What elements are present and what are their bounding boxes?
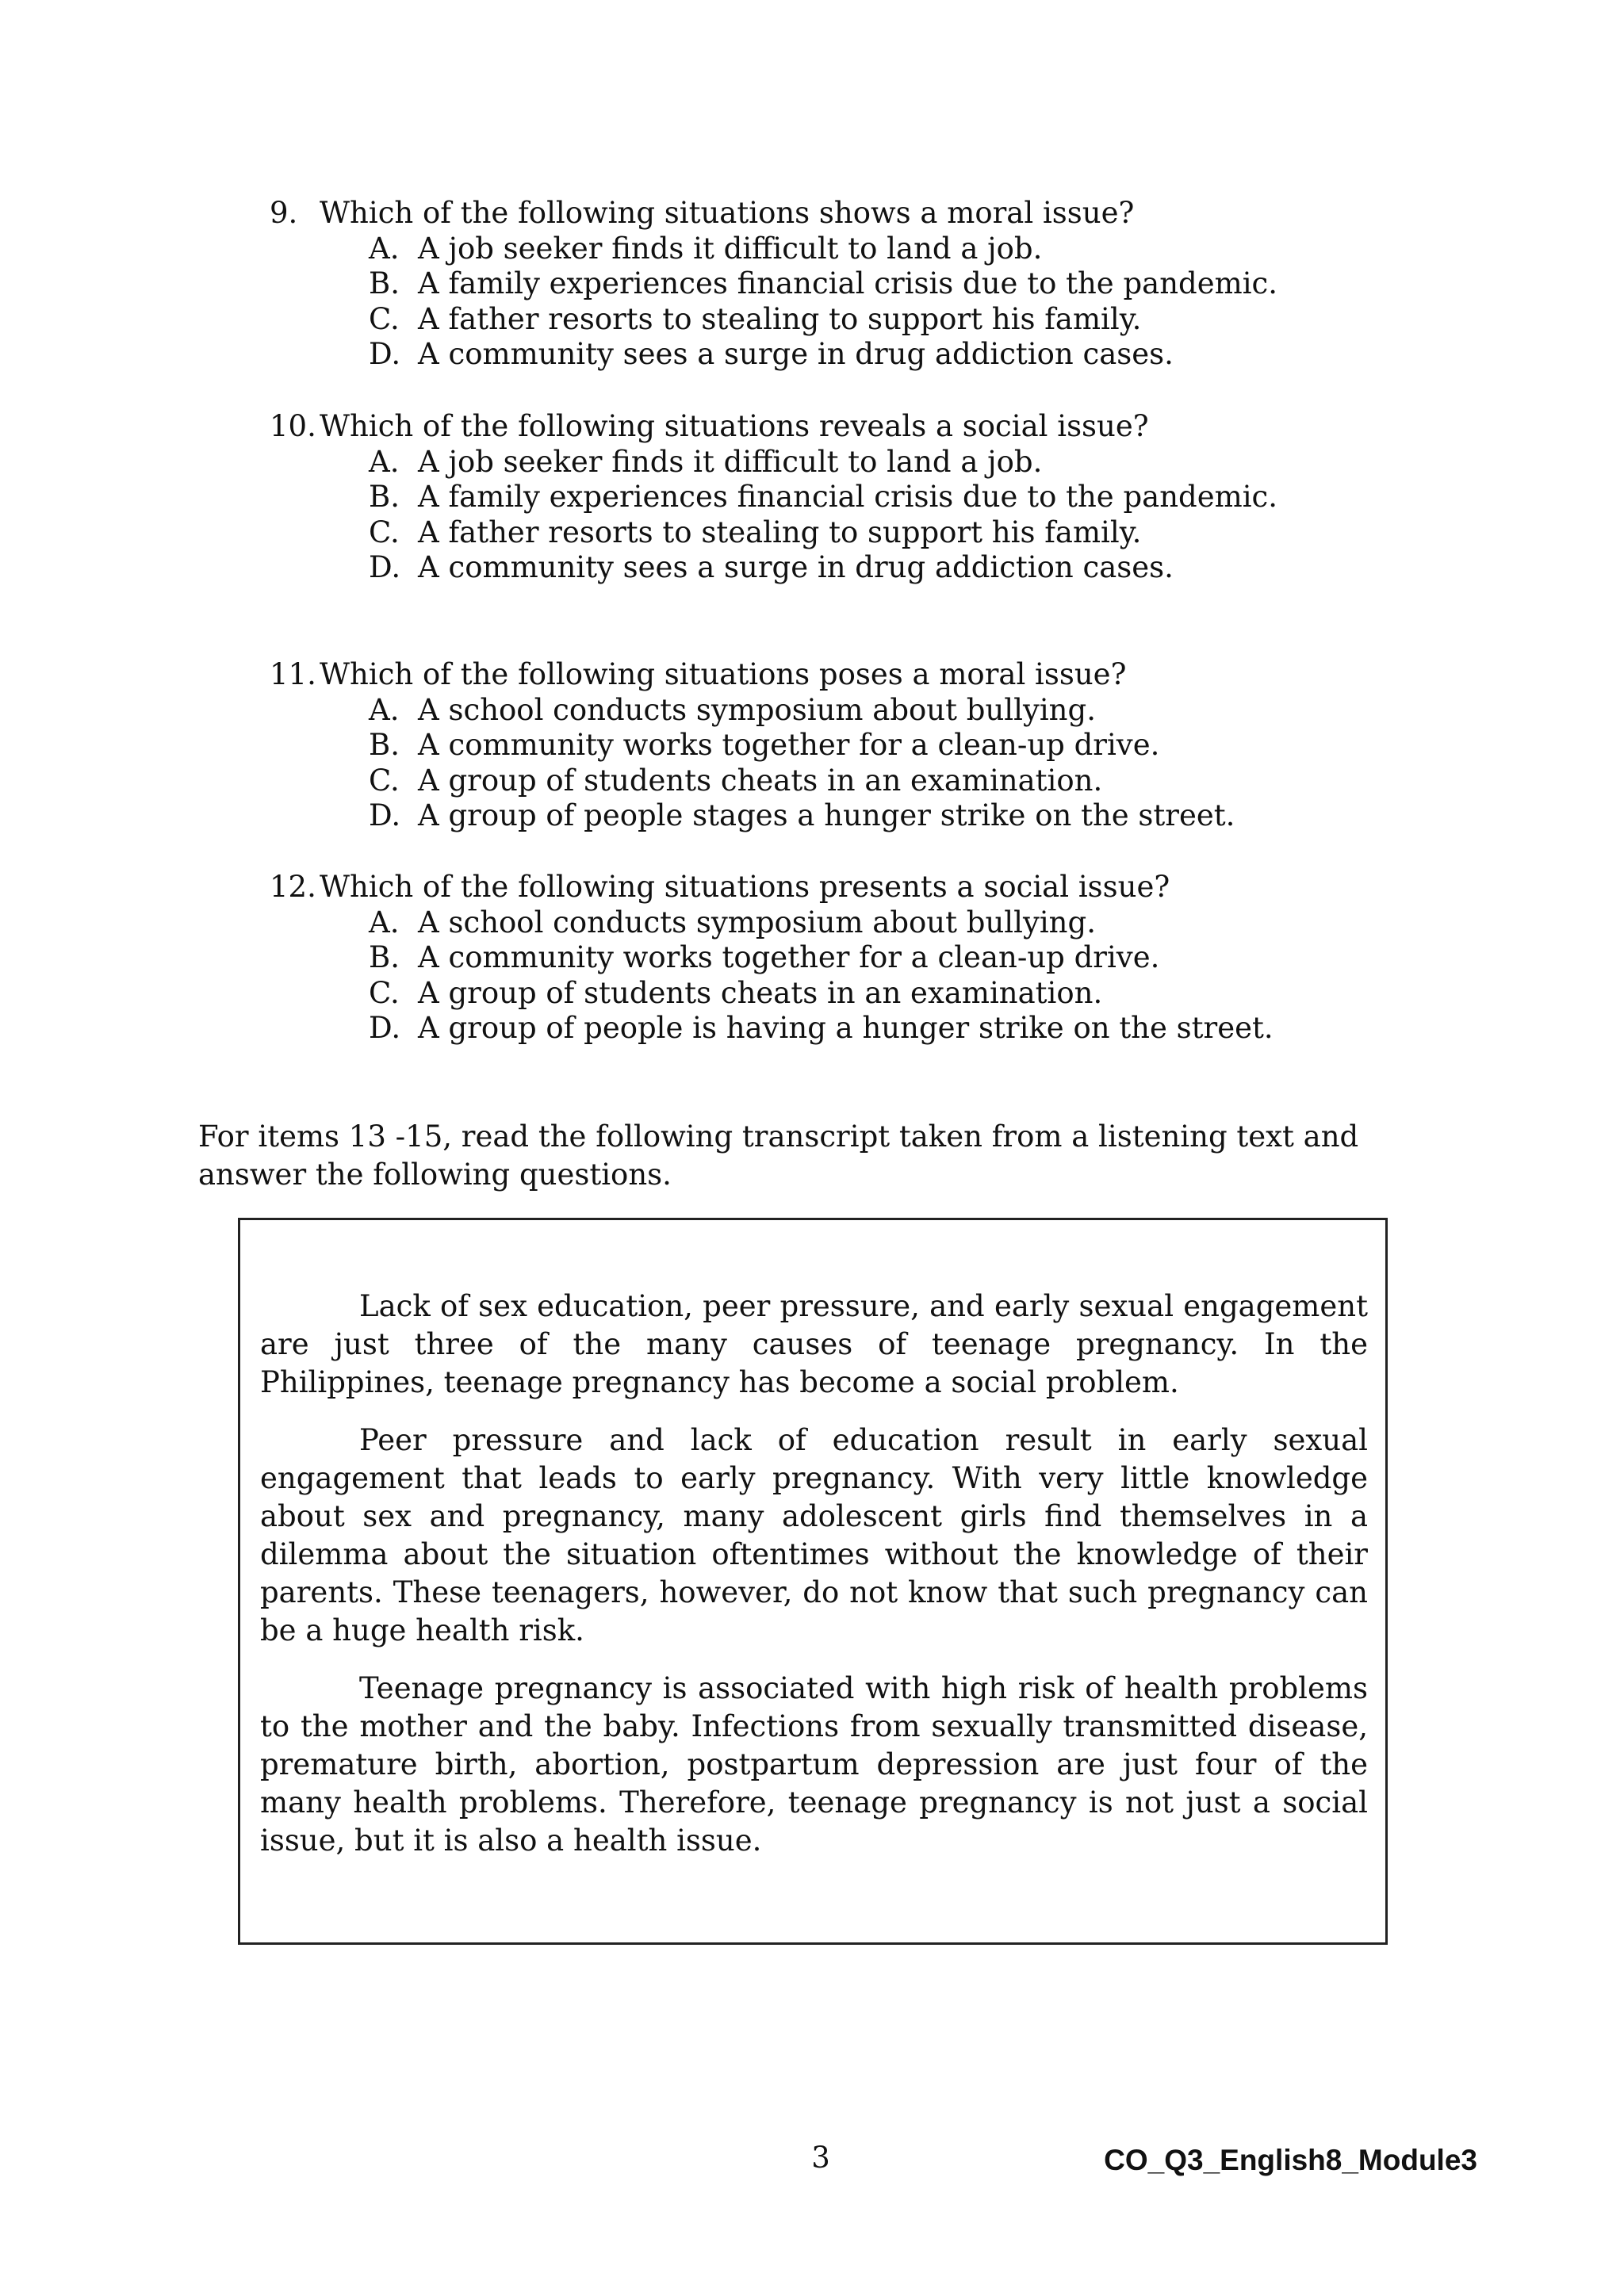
transcript-paragraph-2: Peer pressure and lack of education result in early sexual engagement that leads to early pregnancy. With very little knowledge about sex and pregnancy, many adolescent girls find themselves in a dilemma about the situation oftentimes without the knowledge of their parents. These teenagers, however, do not know that such pregnancy can be a huge health risk.	[260, 1423, 1368, 1647]
question-stem	[270, 409, 1380, 445]
option-letter: B.	[369, 728, 400, 762]
option-letter: C.	[369, 301, 400, 336]
option-text: A community sees a surge in drug addiction cases.	[418, 550, 1174, 584]
option-text: A community works together for a clean-up drive.	[418, 940, 1160, 974]
question-text: Which of the following situations presents a social issue?	[320, 870, 1170, 904]
question-text: Which of the following situations reveals a social issue?	[320, 409, 1149, 443]
option-c	[369, 302, 1380, 338]
question-text: Which of the following situations poses a moral issue?	[320, 657, 1127, 691]
option-letter: D.	[369, 550, 401, 584]
option-c	[369, 763, 1380, 799]
option-d	[369, 550, 1380, 586]
option-letter: A.	[369, 231, 400, 266]
transcript-box	[238, 1218, 1388, 1945]
option-letter: D.	[369, 337, 401, 371]
option-d	[369, 798, 1380, 834]
option-text: A community sees a surge in drug addiction cases.	[418, 337, 1174, 371]
option-letter: A.	[369, 444, 400, 479]
option-text: A group of people is having a hunger strike on the street.	[418, 1011, 1274, 1045]
transcript-body	[260, 1288, 1368, 1880]
option-text: A father resorts to stealing to support his family.	[418, 515, 1142, 549]
question-12	[270, 870, 1380, 1047]
question-number: 12.	[270, 870, 316, 904]
option-b	[369, 728, 1380, 763]
instructions-text: For items 13 -15, read the following transcript taken from a listening text and answer the following questions.	[198, 1119, 1359, 1192]
option-text: A father resorts to stealing to support his family.	[418, 301, 1142, 336]
option-text: A family experiences financial crisis due to the pandemic.	[418, 480, 1278, 514]
option-letter: C.	[369, 975, 400, 1010]
option-d	[369, 337, 1380, 373]
option-text: A job seeker finds it difficult to land a job.	[418, 231, 1043, 266]
option-a	[369, 693, 1380, 729]
option-letter: C.	[369, 515, 400, 549]
option-text: A school conducts symposium about bullying.	[418, 692, 1096, 727]
module-code: CO_Q3_English8_Module3	[1104, 2144, 1477, 2176]
option-text: A group of students cheats in an examination.	[418, 763, 1103, 798]
question-number: 9.	[270, 196, 298, 230]
option-letter: A.	[369, 905, 400, 939]
option-a	[369, 232, 1380, 267]
option-a	[369, 445, 1380, 480]
option-text: A group of people stages a hunger strike on the street.	[418, 798, 1235, 832]
option-c	[369, 976, 1380, 1012]
option-b	[369, 266, 1380, 302]
question-stem	[270, 657, 1380, 693]
option-text: A family experiences financial crisis due to the pandemic.	[418, 266, 1278, 300]
question-number: 10.	[270, 409, 316, 443]
option-b	[369, 480, 1380, 515]
question-11	[270, 657, 1380, 834]
option-letter: C.	[369, 763, 400, 798]
option-letter: B.	[369, 940, 400, 974]
transcript-paragraph-1: Lack of sex education, peer pressure, and early sexual engagement are just three of the many causes of teenage pregnancy. In the Philippines, teenage pregnancy has become a social problem.	[260, 1289, 1368, 1399]
option-c	[369, 515, 1380, 551]
option-letter: D.	[369, 1011, 401, 1045]
question-text: Which of the following situations shows a moral issue?	[320, 196, 1135, 230]
option-letter: B.	[369, 266, 400, 300]
page-number: 3	[811, 2141, 830, 2175]
option-text: A community works together for a clean-up drive.	[418, 728, 1160, 762]
option-b	[369, 940, 1380, 976]
option-letter: D.	[369, 798, 401, 832]
option-text: A group of students cheats in an examination.	[418, 975, 1103, 1010]
option-a	[369, 905, 1380, 941]
question-9	[270, 196, 1380, 373]
question-10	[270, 409, 1380, 586]
option-d	[369, 1011, 1380, 1047]
option-letter: A.	[369, 692, 400, 727]
option-text: A job seeker finds it difficult to land a job.	[418, 444, 1043, 479]
question-number: 11.	[270, 657, 316, 691]
question-stem	[270, 196, 1380, 232]
transcript-paragraph-3: Teenage pregnancy is associated with high risk of health problems to the mother and the baby. Infections from sexually transmitted disease, premature birth, abortion, postpartum depression are just four of the many health problems. Therefore, teenage pregnancy is not just a social issue, but it is also a health issue.	[260, 1671, 1368, 1858]
option-letter: B.	[369, 480, 400, 514]
option-text: A school conducts symposium about bullying.	[418, 905, 1096, 939]
question-stem	[270, 870, 1380, 905]
